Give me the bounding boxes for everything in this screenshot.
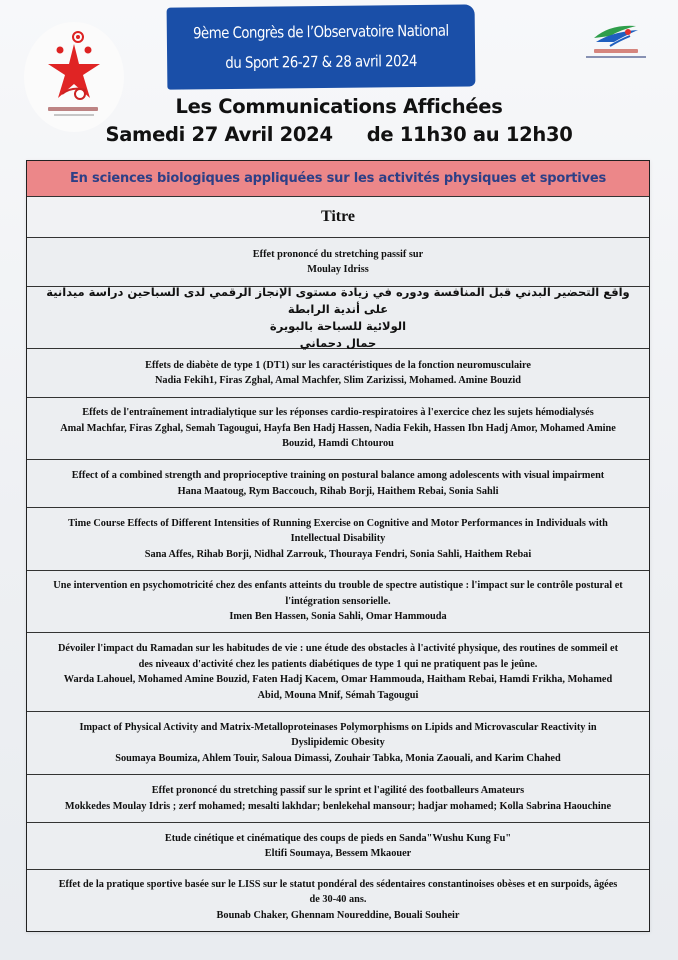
row-title-cont: des niveaux d'activité chez les patients diabétiques de type 1 qui ne pratiquent pas le jeûne. [138,658,538,670]
page-title: Les Communications Affichées [175,95,503,118]
row-authors: Moulay Idriss [307,264,369,275]
row-title-cont: de 30-40 ans. [309,894,367,906]
section-title: En sciences biologiques appliquées sur les activités physiques et sportives [69,170,606,186]
congress-banner [167,4,476,89]
row-title: Une intervention en psychomotricité chez des enfants atteints du trouble de spectre autistique : l'impact sur le contrôle postural et [53,580,623,592]
column-header [27,197,649,238]
row-title: واقع التحضير البدني قبل المنافسة ودوره في زيادة مستوى الإنجاز الرقمي لدى السباحين دراسة ميدانية على أندية الرابطة [46,284,630,316]
row-title: Effets de l'entraînement intradialytique sur les réponses cardio-respiratoires à l'exercice chez les sujets hémodialysés [82,407,594,419]
row-title: Effect of a combined strength and proprioceptive training on postural balance among adolescents with visual impairment [71,470,605,481]
row-authors-cont: Abid, Mouna Mnif, Sémah Tagougui [257,689,419,701]
row-authors: Mokkedes Moulay Idris ; zerf mohamed; mesalti lakhdar; benlekehal mansour; hadjar mohamed; Kolla Sabrina Haouchine [64,800,612,812]
table-row [27,712,649,775]
row-authors: جمال دحماني [299,335,377,350]
row-title: Effet de la pratique sportive basée sur le LISS sur le statut pondéral des sédentaires constantinoises obèses et en surpoids, âgées [58,878,618,890]
table-row [27,775,649,823]
table-row [27,823,649,870]
banner-line-2: du Sport 26-27 & 28 avril 2024 [225,51,418,73]
row-title-cont: l'intégration sensorielle. [285,595,391,607]
observatory-logo-subcaption [586,56,646,58]
table-row [27,349,649,398]
table-row [27,508,649,571]
row-title: Effet prononcé du stretching passif sur [252,248,424,260]
row-title-cont: Intellectual Disability [290,533,386,545]
row-title: Effets de diabète de type 1 (DT1) sur les caractéristiques de la fonction neuromusculaire [145,359,531,371]
session-datetime [0,123,678,146]
row-title: Impact of Physical Activity and Matrix-Metalloproteinases Polymorphisms on Lipids and Microvascular Reactivity in [79,721,597,733]
table-row [27,571,649,633]
column-header-title: Titre [320,208,356,226]
observatory-logo-caption [594,49,638,53]
row-title: Etude cinétique et cinématique des coups de pieds en Sanda"Wushu Kung Fu" [164,832,512,844]
section-header [27,161,649,197]
row-authors: Hana Maatoug, Rym Baccouch, Rihab Borji, Haithem Rebai, Sonia Sahli [177,485,499,497]
row-authors: Amal Machfar, Firas Zghal, Semah Tagougui, Hayfa Ben Hadj Hassen, Nadia Fekih, Hassen Ibn Hadj Amor, Mohamed Amine [60,422,616,434]
banner-line-1: 9ème Congrès de l’Observatoire National [192,21,449,43]
table-row [27,284,649,350]
row-authors: Nadia Fekih1, Firas Zghal, Amal Machfer, Slim Zarizissi, Mohamed. Amine Bouzid [154,375,522,386]
table-row [27,238,649,287]
table-row [27,870,649,930]
row-authors: Warda Lahouel, Mohamed Amine Bouzid, Faten Hadj Kacem, Omar Hammouda, Haitham Rebai, Hamdi Frikha, Mohamed [63,674,613,685]
observatory-logo [572,18,668,98]
row-authors: Sana Affes, Rihab Borji, Nidhal Zarrouk, Thouraya Fendri, Sonia Sahli, Haithem Rebai [144,548,532,560]
communications-table [26,160,650,932]
session-time: de 11h30 au 12h30 [366,123,573,146]
table-row [27,460,649,508]
row-authors: Soumaya Boumiza, Ahlem Touir, Saloua Dimassi, Zouhair Tabka, Monia Zaouali, and Karim Chahed [115,752,561,764]
row-authors: Eltifi Soumaya, Bessem Mkaouer [264,848,412,859]
row-authors: Imen Ben Hassen, Sonia Sahli, Omar Hammouda [229,611,447,623]
row-title: Time Course Effects of Different Intensities of Running Exercise on Cognitive and Motor Performances in Individuals with [68,517,608,529]
row-authors-cont: Bouzid, Hamdi Chtourou [282,438,394,450]
row-title: Dévoiler l'impact du Ramadan sur les habitudes de vie : une étude des obstacles à l'activité physique, des routines de sommeil et [57,643,619,654]
swoosh-runner-icon [590,22,642,50]
session-date: Samedi 27 Avril 2024 [105,123,333,146]
row-authors: Bounab Chaker, Ghennam Noureddine, Bouali Souheir [216,909,460,921]
row-title-cont: الولائية للسباحة بالبويرة [269,318,407,333]
row-title-cont: Dyslipidemic Obesity [291,737,385,749]
table-row [27,398,649,460]
table-row [27,633,649,712]
row-title: Effet prononcé du stretching passif sur le sprint et l'agilité des footballeurs Amateurs [151,785,525,796]
